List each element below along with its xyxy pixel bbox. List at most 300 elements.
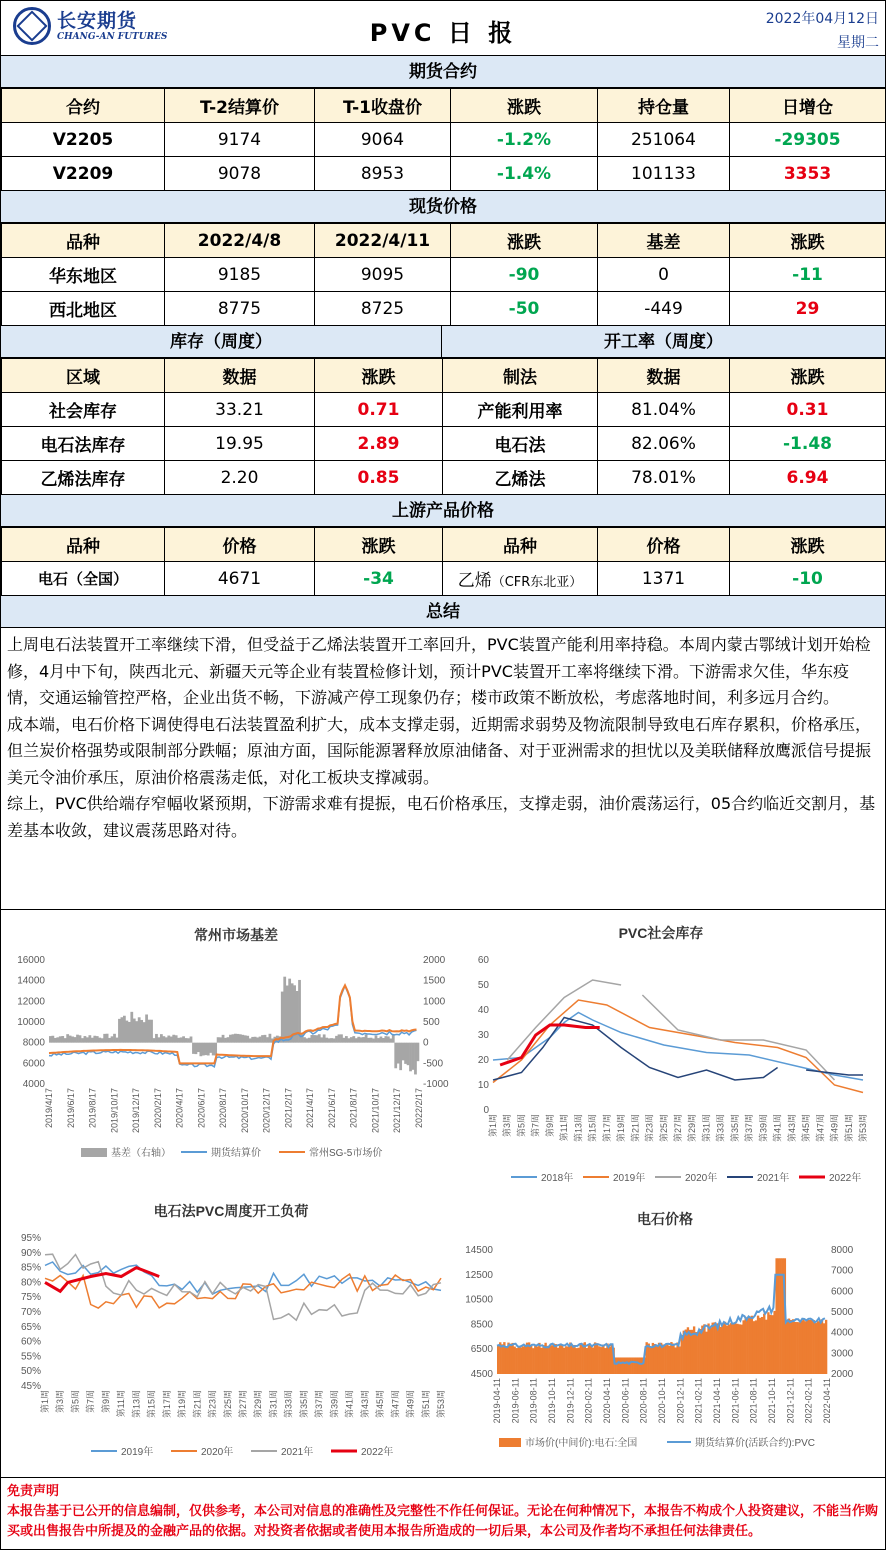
change-cell: -29305 [730,123,886,157]
value-cell: 82.06% [598,427,730,461]
carbide-bar [656,1346,658,1374]
chart-label: 2021/8/17 [348,1088,359,1129]
basis-bar [281,992,284,1043]
chart-label: 2021-06-11 [730,1378,741,1424]
basis-bar [259,1037,262,1043]
carbide-bar [767,1312,769,1374]
futures-section-title: 期货合约 [1,56,885,88]
table-row [2,461,886,495]
basis-bar [288,979,291,1043]
basis-bar [209,1043,212,1053]
basis-bar [338,1034,341,1042]
basis-bar [389,1038,392,1042]
carbide-bar [691,1330,693,1374]
basis-bar [195,1043,198,1054]
chart-label: 常州市场基差 [194,927,278,943]
value-cell: 19.95 [165,427,315,461]
change-cell: 0.31 [730,393,886,427]
chart-label: 第11周 [559,1114,570,1142]
chart-label: 2021/4/17 [305,1088,316,1129]
carbide-bar [753,1321,755,1374]
basis-bar [224,1038,227,1043]
basis-bar [84,1036,87,1043]
basis-bar [264,1035,267,1043]
chart-label: 60 [477,955,489,966]
carbide-bar [516,1348,518,1374]
change-cell: 29 [730,292,886,326]
chart-label: 第37周 [744,1114,755,1143]
basis-bar [377,1038,380,1043]
basis-bar [56,1037,59,1042]
carbide-bar [786,1321,788,1374]
carbide-bar [540,1348,542,1374]
basis-bar [212,1043,215,1056]
upstream-section-title: 上游产品价格 [1,495,885,527]
basis-bar [251,1037,254,1043]
carbide-bar [666,1343,668,1374]
header-cell: 制法 [443,359,598,393]
carbide-bar [518,1347,520,1374]
basis-bar [217,1037,220,1042]
basis-bar [69,1036,72,1043]
basis-bar [111,1036,114,1042]
chart-label: 2000 [423,955,446,966]
basis-bar [106,1034,109,1043]
chart-label: 第3周 [502,1114,513,1138]
value-cell: 0 [598,258,730,292]
basis-bar [204,1043,207,1055]
basis-bar [101,1038,104,1042]
basis-bar [199,1043,202,1057]
chart-label: 第3周 [55,1390,66,1414]
carbide-bar [505,1347,507,1374]
carbide-bar [804,1321,806,1374]
carbide-bar [759,1318,761,1374]
summary-text [1,628,885,910]
basis-bar [125,1021,128,1043]
chart-label: 第37周 [314,1390,325,1419]
chart-label: 第27周 [238,1390,248,1419]
basis-bar [138,1017,141,1042]
basis-bar [315,1035,318,1042]
chart-label: 2020/4/17 [174,1088,185,1129]
chart-label: 1000 [423,996,446,1008]
legend-swatch [81,1148,107,1157]
chart-label: 2021-02-11 [693,1378,704,1424]
basis-bar [79,1035,82,1042]
carbide-bar [639,1357,641,1374]
chart-label: 2021/2/17 [283,1088,294,1129]
chart-label: 2021年 [757,1173,790,1184]
basis-bar [365,1035,368,1043]
header-cell: 涨跌 [730,528,886,562]
basis-bar [384,1036,387,1043]
basis-bar [340,1034,343,1042]
chart-label: 1500 [423,975,446,987]
chart-label: 5000 [831,1307,854,1318]
chart-label: 2019/8/17 [87,1088,98,1129]
chart-label: 第15周 [587,1114,598,1143]
basis-bar [355,1038,358,1042]
chart-label: 2022/2/17 [414,1088,424,1129]
chart-label: 第23周 [644,1114,655,1143]
spot-section-title: 现货价格 [1,191,885,223]
chart-label: 第5周 [516,1114,527,1138]
carbide-bar [542,1345,544,1374]
basis-bar [414,1043,417,1075]
carbide-bar [674,1347,676,1374]
chart-label: 10500 [465,1294,493,1306]
table-header-row [2,528,886,562]
value-cell: 33.21 [165,393,315,427]
chart-label: 第53周 [858,1114,868,1143]
carbide-bar [794,1322,796,1374]
carbide-bar [511,1343,513,1374]
chart-label: 第11周 [116,1390,127,1418]
carbide-bar [738,1324,740,1374]
basis-bar [145,1014,148,1042]
basis-bar [180,1037,183,1042]
header-cell: T-1收盘价 [315,89,451,123]
basis-bar [333,1038,336,1042]
carbide-bar [740,1325,742,1374]
carbide-bar [722,1323,724,1374]
basis-bar [88,1035,91,1042]
contract-cell: V2209 [2,157,165,191]
carbide-bar [617,1357,619,1374]
carbide-bar [697,1332,699,1374]
basis-bar [234,1034,237,1043]
basis-bar [412,1043,415,1070]
chart-label: 第45周 [801,1114,812,1143]
table-header-row [2,89,886,123]
carbide-bar [563,1348,565,1374]
chart-label: -1000 [423,1079,449,1090]
chart-label: 第29周 [253,1390,264,1419]
basis-bar [71,1036,74,1042]
carbide-bar [594,1342,596,1374]
label-cell: 电石法 [443,427,598,461]
carbide-bar [534,1346,536,1374]
chart-label: 第45周 [375,1390,386,1419]
carbide-bar [747,1317,749,1374]
carbide-bar [724,1322,726,1374]
change-cell: -11 [730,258,886,292]
value-cell: -449 [598,292,730,326]
header-cell: 价格 [598,528,730,562]
value-cell: 101133 [598,157,730,191]
upstream-table [1,527,886,596]
basis-bar [402,1043,405,1061]
carbide-bar [709,1328,711,1374]
basis-bar [150,1020,153,1043]
disclaimer-text: 本报告基于已公开的信息编制，仅供参考，本公司对信息的准确性及完整性不作任何保证。无论在何种情况下，本报告不构成个人投资建议，不能当作购买或出售报告中所提及的金融产品的依据。对投资者依据或者使用本报告所造成的一切后果，本公司及作者均不承担任何法律责任。 [7,1504,879,1539]
chart-label: 45% [20,1381,41,1392]
chart-label: 第7周 [530,1114,541,1138]
basis-bar [328,1038,331,1042]
header-cell: 2022/4/11 [315,224,451,258]
carbide-bar [742,1320,744,1374]
chart-label: 2019/4/17 [44,1088,54,1129]
basis-bar [74,1037,77,1043]
chart-label: 85% [20,1262,41,1274]
carbide-bar [631,1357,633,1374]
value-cell: 8953 [315,157,451,191]
basis-bar [93,1036,96,1043]
carbide-bar [514,1347,516,1374]
chart-label: 第19周 [616,1114,627,1143]
value-cell: 4671 [165,562,315,596]
change-cell: -50 [451,292,598,326]
basis-bar [399,1043,402,1070]
chart-label: 12500 [465,1269,493,1281]
chart-label: 第25周 [222,1390,233,1419]
chart-label: 2019/12/17 [131,1088,142,1134]
operating-rate-title: 开工率（周度） [442,326,885,357]
basis-bar [207,1043,210,1056]
carbide-bar [650,1348,652,1374]
table-row [2,393,886,427]
change-cell: 2.89 [315,427,443,461]
chart-label: 第51周 [843,1114,854,1143]
chart-label: 2020-06-11 [620,1378,631,1424]
chart-label: 8000 [22,1037,45,1049]
carbide-bar [654,1344,656,1374]
carbide-bar [771,1315,773,1374]
summary-section-title: 总结 [1,596,885,628]
basis-bar [160,1034,163,1043]
chart-label: 40 [477,1005,489,1016]
carbide-bar [598,1346,600,1374]
chart-label: 500 [423,1017,440,1028]
carbide-bar [720,1327,722,1374]
chart-label: 2020/8/17 [218,1088,229,1129]
basis-bar [360,1037,363,1042]
carbide-bar [524,1345,526,1374]
chart-label: 第39周 [329,1390,340,1419]
chart-label: 第47周 [390,1390,401,1419]
value-cell: 81.04% [598,393,730,427]
disclaimer-title: 免责声明 [7,1484,60,1499]
basis-bar [49,1036,52,1043]
basis-bar [162,1036,165,1042]
header-cell: 2022/4/8 [165,224,315,258]
basis-bar [244,1035,247,1042]
carbide-bar [736,1324,738,1374]
change-cell: -1.48 [730,427,886,461]
carbide-bar [565,1346,567,1374]
basis-bar [155,1034,158,1043]
chart-label: 第39周 [758,1114,769,1143]
chart-label: 2000 [831,1369,854,1380]
carbide-bar [532,1348,534,1374]
basis-bar [347,1038,350,1042]
chart-label: 第43周 [359,1390,370,1419]
chart-label: 65% [20,1321,41,1333]
chart-label: 期货结算价(活跃合约):PVC [695,1438,815,1449]
basis-bar [382,1038,385,1043]
label-cell: 乙烯法 [443,461,598,495]
value-cell: 9095 [315,258,451,292]
label-cell: 产能利用率 [443,393,598,427]
basis-bar [350,1037,353,1043]
carbide-bar [547,1346,549,1374]
carbide-bar [509,1344,511,1374]
basis-bar [387,1036,390,1042]
carbide-bar [592,1348,594,1374]
basis-bar [236,1034,239,1043]
chart-label: 第49周 [405,1390,416,1419]
chart-label: 4500 [470,1369,493,1380]
carbide-bar [520,1347,522,1374]
page-title: PVC 日 报 [369,19,517,47]
chart-label: 8000 [831,1245,854,1256]
basis-bar [310,1035,313,1043]
basis-bar [175,1035,178,1042]
carbide-bar [573,1345,575,1374]
item-sub: （CFR东北亚） [491,575,583,590]
chart-label: -500 [423,1058,444,1070]
basis-bar [190,1036,193,1042]
series-2022 [500,1025,600,1065]
chart-label: 2021-04-11 [712,1378,722,1424]
carbide-bar [761,1317,763,1374]
carbide-bar [549,1345,551,1374]
chart-label: 期货结算价 [211,1148,261,1159]
chart-label: 2021/6/17 [326,1088,337,1129]
carbide-bar [808,1320,810,1374]
chart-label: 60% [20,1336,41,1348]
carbide-bar [596,1343,598,1374]
chart-label: 第35周 [729,1114,740,1143]
header-cell: 品种 [2,224,165,258]
carbide-bar [817,1321,819,1374]
basis-bar [352,1036,355,1043]
chart-label: 第13周 [131,1390,142,1419]
carbide-bar [695,1332,697,1374]
chart-label: 75% [20,1292,41,1304]
futures-table [1,88,886,191]
disclaimer [1,1478,885,1546]
basis-bar [286,986,289,1043]
carbide-bar [588,1344,590,1374]
label-cell: 社会库存 [2,393,165,427]
basis-bar [345,1036,348,1043]
carbide-bar [769,1315,771,1374]
basis-bar [197,1043,200,1052]
chart-label: 14500 [465,1245,493,1256]
basis-bar [96,1036,99,1043]
table-row [2,292,886,326]
carbide-bar [648,1344,650,1374]
chart-label: 2020年 [685,1173,718,1184]
chart-label: 第21周 [192,1390,203,1419]
basis-bar [308,1038,311,1043]
basis-bar [269,1034,272,1043]
basis-bar [246,1036,249,1043]
basis-bar [118,1019,121,1043]
carbide-bar [557,1348,559,1374]
chart-label: 第23周 [207,1390,218,1419]
chart-label: 8500 [470,1319,493,1331]
change-cell: 0.85 [315,461,443,495]
chart-label: 第7周 [85,1390,96,1414]
chart-label: 12000 [17,996,45,1008]
header-cell: 合约 [2,89,165,123]
basis-bar [320,1037,323,1042]
chart-label: 2020/12/17 [261,1088,272,1134]
basis-bar [185,1038,188,1043]
change-cell: -10 [730,562,886,596]
basis-bar [219,1037,222,1042]
carbide-bar [765,1320,767,1374]
chart-label: 2020-12-11 [675,1378,686,1424]
carbide-bar [732,1323,734,1374]
carbide-bar [536,1346,538,1374]
basis-bar [148,1020,151,1043]
carbide-bar [707,1323,709,1374]
basis-bar [306,1038,309,1042]
carbide-bar [749,1318,751,1374]
chart-label: 90% [20,1247,41,1259]
carbide-bar [629,1357,631,1374]
carbide-bar [792,1319,794,1374]
header-cell: 区域 [2,359,165,393]
region-cell: 华东地区 [2,258,165,292]
carbide-bar [658,1343,660,1374]
chart-label: 2019年 [613,1173,646,1184]
chart-label: 电石法PVC周度开工负荷 [153,1203,309,1219]
basis-bar [227,1037,230,1042]
table-header-row [2,359,886,393]
label-cell: 电石法库存 [2,427,165,461]
chart-label: PVC社会库存 [618,925,704,941]
chart-label: 第25周 [658,1114,669,1143]
basis-bar [192,1043,195,1054]
chart-label: 2020年 [201,1447,234,1458]
basis-bar [367,1038,370,1043]
carbide-bar [580,1344,582,1374]
basis-bar [325,1038,328,1043]
chart-label: 第35周 [298,1390,309,1419]
basis-bar [128,1022,131,1043]
carbide-bar [582,1343,584,1374]
basis-bar [239,1034,242,1042]
chart-label: 第27周 [673,1114,683,1143]
carbide-bar [633,1357,635,1374]
carbide-bar [625,1357,627,1374]
change-cell: -1.2% [451,123,598,157]
report-header [1,1,885,56]
header-cell: 基差 [598,224,730,258]
series-2019 [45,1262,441,1294]
carbide-bar [825,1320,827,1374]
value-cell: 9185 [165,258,315,292]
carbide-bar [551,1345,553,1374]
basis-bar [81,1038,84,1043]
series-2021 [45,1254,441,1320]
basis-bar [256,1037,259,1042]
chart-label: 第17周 [161,1390,172,1419]
carbide-bar [726,1326,728,1374]
basis-bar [167,1036,170,1043]
carbide-bar [670,1342,672,1374]
chart-label: 第1周 [40,1390,50,1414]
label-cell: 电石（全国） [2,562,165,596]
series-2022 [45,1268,159,1292]
basis-bar [335,1036,338,1043]
chart-label: 2022-04-11 [822,1378,832,1424]
